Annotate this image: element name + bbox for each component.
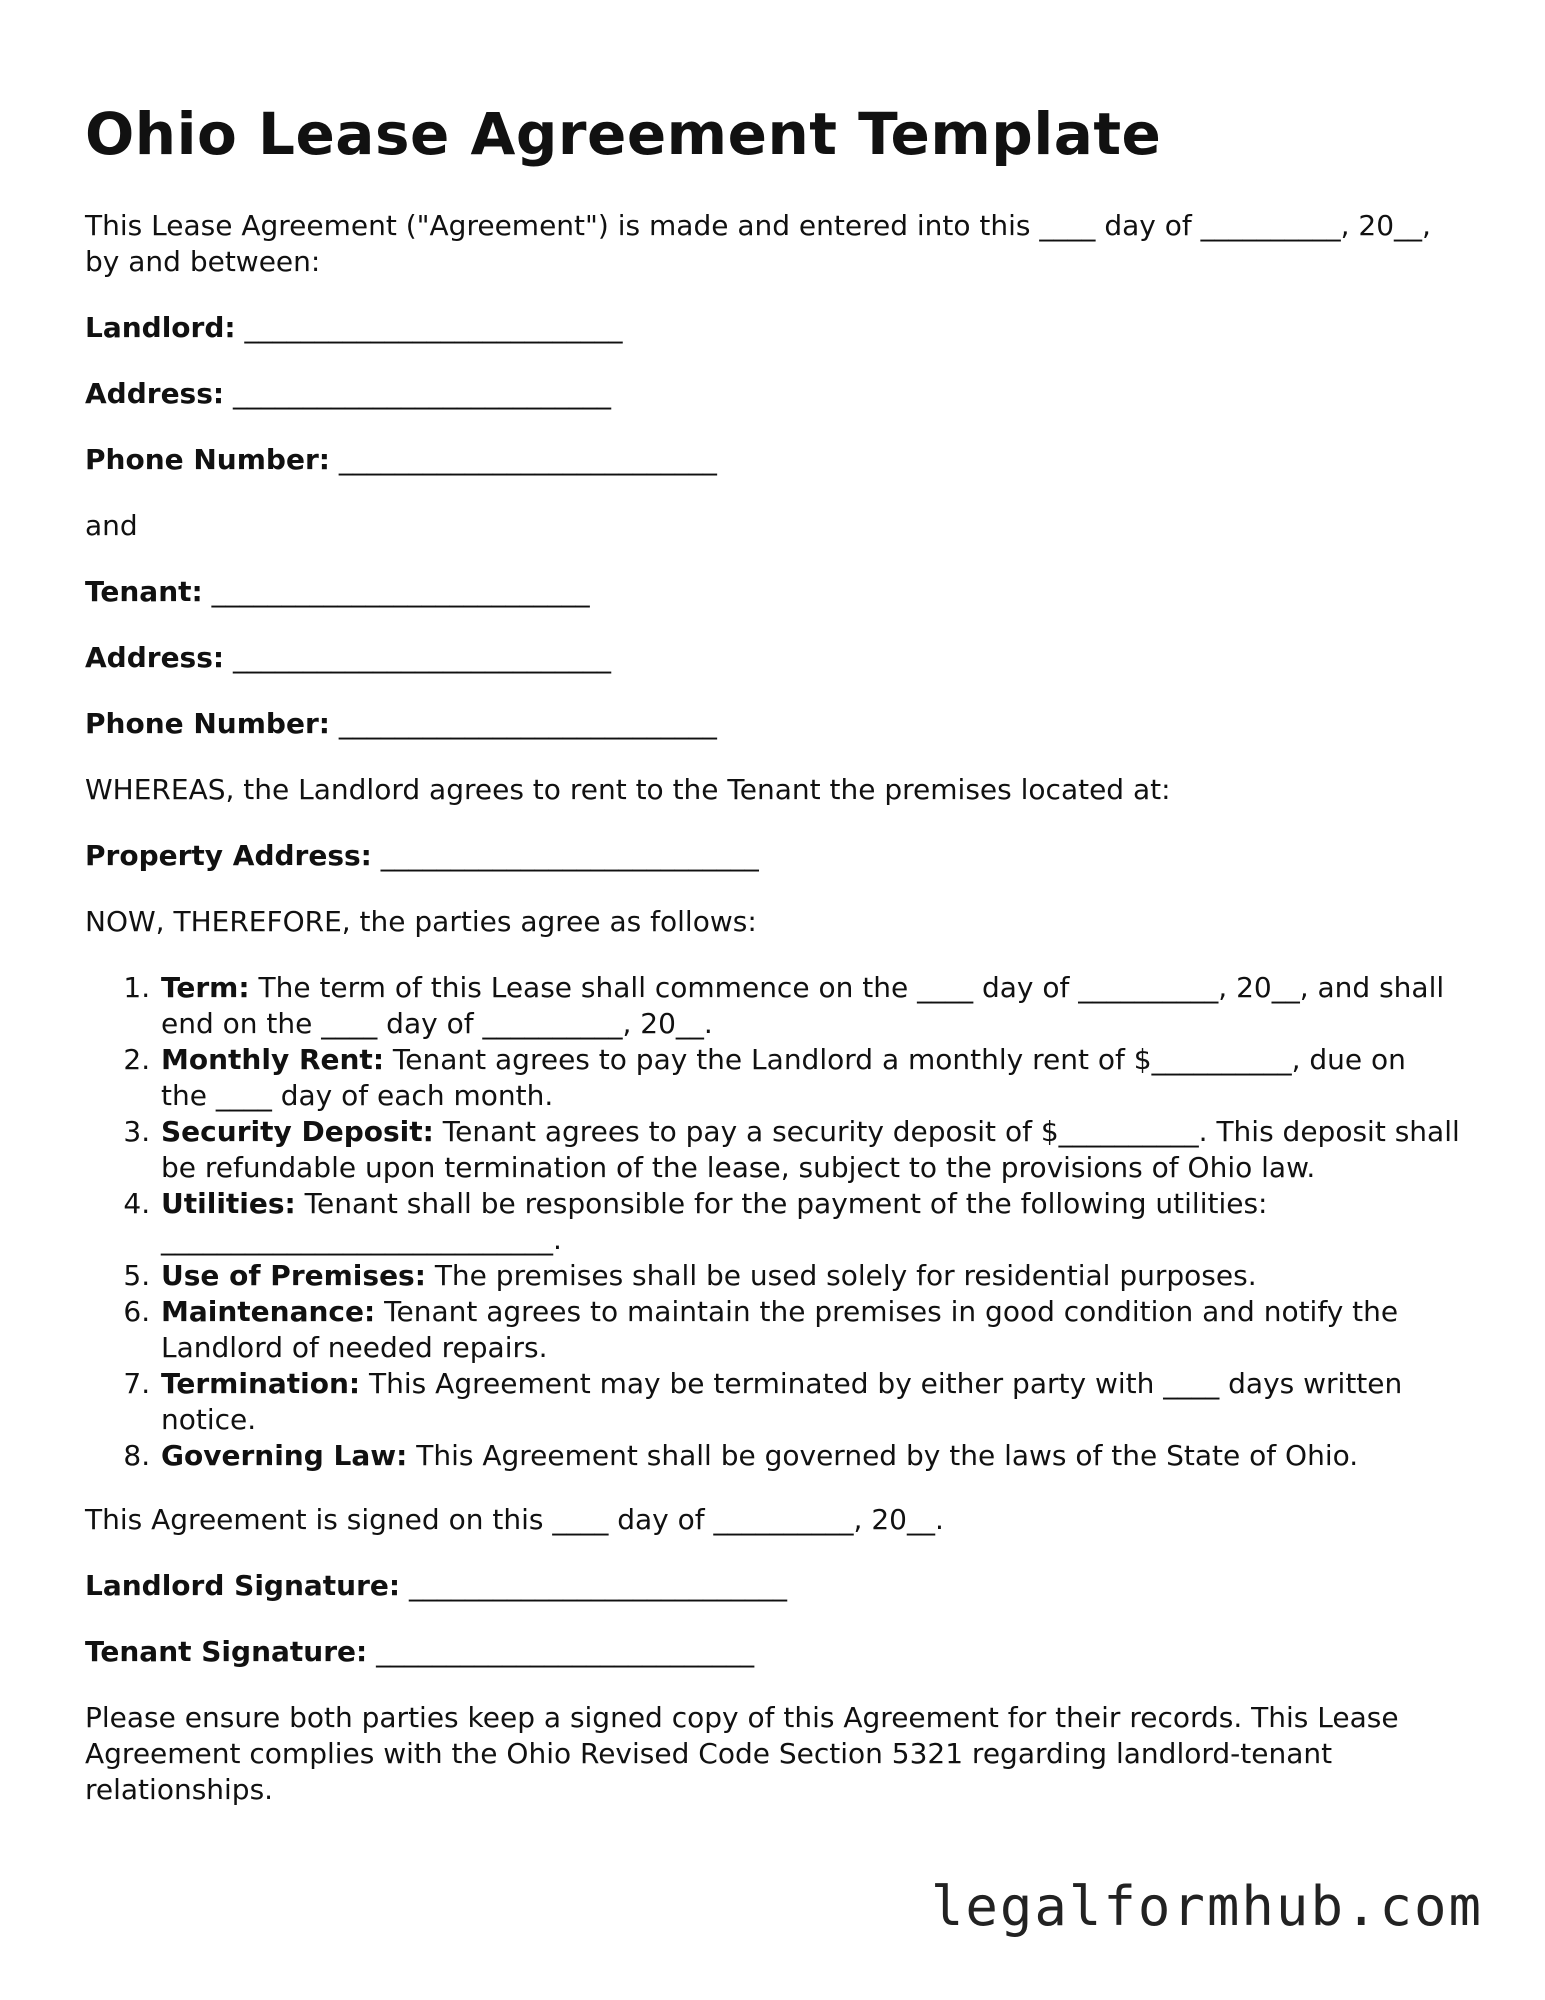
landlord-phone-blank[interactable]: ___________________________ (338, 442, 717, 476)
intro-paragraph: This Lease Agreement ("Agreement") is made and entered into this ____ day of __________, 20__, by and between: (85, 208, 1431, 278)
tenant-phone-label: Phone Number: (85, 706, 330, 740)
landlord-address-line (85, 376, 1460, 412)
therefore-paragraph: NOW, THEREFORE, the parties agree as follows: (85, 904, 757, 938)
term-item-text: Tenant agrees to pay the Landlord a monthly rent of $__________, due on the ____ day of each month. (161, 1042, 1406, 1112)
term-item-label: Use of Premises: (161, 1258, 426, 1292)
landlord-address-label: Address: (85, 376, 225, 410)
term-item-text: Tenant agrees to maintain the premises in good condition and notify the Landlord of needed repairs. (161, 1294, 1399, 1364)
tenant-signature-label: Tenant Signature: (85, 1634, 368, 1668)
term-item-label: Maintenance: (161, 1294, 376, 1328)
term-item-text: The premises shall be used solely for residential purposes. (434, 1258, 1257, 1292)
term-item (159, 1258, 1460, 1294)
term-item (159, 1294, 1460, 1366)
term-item (159, 1042, 1460, 1114)
tenant-address-label: Address: (85, 640, 225, 674)
property-address-label: Property Address: (85, 838, 372, 872)
term-item (159, 1438, 1460, 1474)
landlord-signature-label: Landlord Signature: (85, 1568, 401, 1602)
brand-watermark: legalformhub.com (930, 1875, 1483, 1938)
landlord-signature-line (85, 1568, 1460, 1604)
term-item (159, 970, 1460, 1042)
landlord-signature-blank[interactable]: ___________________________ (409, 1568, 788, 1602)
and-text: and (85, 508, 138, 542)
terms-list (85, 970, 1460, 1474)
term-item-text: Tenant agrees to pay a security deposit of $__________. This deposit shall be refundable upon termination of the lease, subject to the provisions of Ohio law. (161, 1114, 1460, 1184)
property-address-line (85, 838, 1460, 874)
term-item-label: Termination: (161, 1366, 361, 1400)
tenant-signature-blank[interactable]: ___________________________ (376, 1634, 755, 1668)
document-page (85, 100, 1460, 1838)
term-item-label: Governing Law: (161, 1438, 408, 1472)
document-title: Ohio Lease Agreement Template (85, 100, 1162, 168)
term-item-label: Term: (161, 970, 250, 1004)
term-item-text: The term of this Lease shall commence on the ____ day of __________, 20__, and shall end on the ____ day of __________, 20__. (161, 970, 1445, 1040)
tenant-name-line (85, 574, 1460, 610)
tenant-address-blank[interactable]: ___________________________ (233, 640, 611, 674)
term-item (159, 1114, 1460, 1186)
tenant-signature-line (85, 1634, 1460, 1670)
term-item-label: Monthly Rent: (161, 1042, 385, 1076)
term-item (159, 1366, 1460, 1438)
term-item-text: This Agreement may be terminated by either party with ____ days written notice. (161, 1366, 1403, 1436)
landlord-name-line (85, 310, 1460, 346)
closing-paragraph: Please ensure both parties keep a signed copy of this Agreement for their records. This Lease Agreement complies with the Ohio Revised Code Section 5321 regarding landlord-tenant relationships. (85, 1700, 1399, 1806)
tenant-name-blank[interactable]: ___________________________ (211, 574, 590, 608)
landlord-address-blank[interactable]: ___________________________ (233, 376, 611, 410)
whereas-paragraph: WHEREAS, the Landlord agrees to rent to the Tenant the premises located at: (85, 772, 1171, 806)
tenant-phone-blank[interactable]: ___________________________ (338, 706, 717, 740)
tenant-name-label: Tenant: (85, 574, 203, 608)
landlord-phone-label: Phone Number: (85, 442, 330, 476)
tenant-phone-line (85, 706, 1460, 742)
landlord-name-blank[interactable]: ___________________________ (244, 310, 623, 344)
property-address-blank[interactable]: ___________________________ (380, 838, 759, 872)
tenant-address-line (85, 640, 1460, 676)
term-item-text: Tenant shall be responsible for the payment of the following utilities: ____________________________. (161, 1186, 1268, 1256)
signed-on-paragraph: This Agreement is signed on this ____ day of __________, 20__. (85, 1502, 944, 1536)
term-item-text: This Agreement shall be governed by the laws of the State of Ohio. (416, 1438, 1359, 1472)
term-item (159, 1186, 1460, 1258)
landlord-phone-line (85, 442, 1460, 478)
landlord-name-label: Landlord: (85, 310, 236, 344)
term-item-label: Utilities: (161, 1186, 296, 1220)
term-item-label: Security Deposit: (161, 1114, 434, 1148)
